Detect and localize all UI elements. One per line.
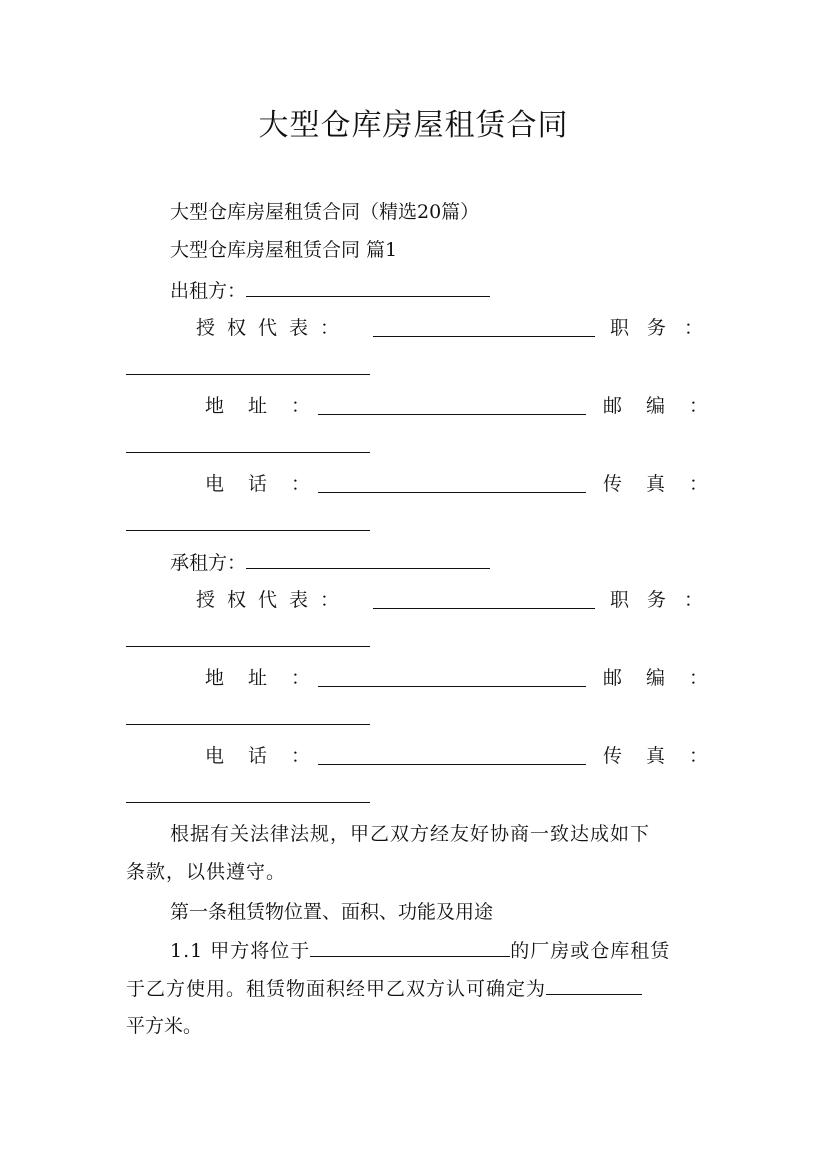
lessor-address-label: 地址： (205, 395, 335, 417)
lessee-blank[interactable] (246, 550, 490, 569)
lessee-postcode-blank[interactable] (126, 706, 370, 725)
lessor-position-blank[interactable] (126, 356, 370, 375)
lessee-rep-blank[interactable] (373, 590, 595, 609)
subtitle: 大型仓库房屋租赁合同（精选20篇） (170, 201, 480, 223)
clause-line-2-text: 于乙方使用。租赁物面积经甲乙双方认可确定为 (126, 978, 547, 1000)
lessee-fax-label: 传真： (603, 745, 733, 767)
lessor-blank[interactable] (246, 278, 490, 297)
article-1-heading: 第一条租赁物位置、面积、功能及用途 (170, 901, 494, 923)
lessee-fax-blank[interactable] (126, 784, 370, 803)
intro-line-2: 条款，以供遵守。 (126, 861, 287, 883)
lessor-postcode-blank[interactable] (126, 434, 370, 453)
lessor-address-blank[interactable] (318, 396, 586, 415)
lessee-row (170, 550, 490, 575)
clause-1-1-line-2 (126, 976, 642, 1001)
clause-1-1-line-1 (170, 938, 670, 963)
lessee-phone-blank[interactable] (318, 746, 586, 765)
lessor-fax-blank[interactable] (126, 512, 370, 531)
lessee-position-label: 职务： (610, 589, 722, 611)
section-heading: 大型仓库房屋租赁合同 篇1 (170, 239, 398, 261)
clause-prefix: 1.1 甲方将位于 (170, 940, 311, 962)
lessor-row (170, 278, 490, 303)
lessee-phone-label: 电话： (205, 745, 335, 767)
lessor-phone-label: 电话： (205, 473, 335, 495)
lessee-rep-label: 授权代表： (196, 589, 352, 611)
lessor-label: 出租方： (170, 280, 247, 302)
document-title: 大型仓库房屋租赁合同 (258, 108, 569, 143)
intro-line-1: 根据有关法律法规，甲乙双方经友好协商一致达成如下 (170, 823, 651, 845)
lessor-rep-blank[interactable] (373, 318, 595, 337)
location-blank[interactable] (310, 938, 510, 957)
lessor-rep-label: 授权代表： (196, 317, 352, 339)
lessor-fax-label: 传真： (603, 473, 733, 495)
lessee-position-blank[interactable] (126, 628, 370, 647)
clause-1-1-line-3: 平方米。 (126, 1015, 203, 1037)
area-blank[interactable] (546, 976, 642, 995)
lessor-postcode-label: 邮编： (603, 395, 733, 417)
lessor-position-label: 职务： (610, 317, 722, 339)
clause-mid: 的厂房或仓库租赁 (510, 940, 671, 962)
lessee-address-label: 地址： (205, 667, 335, 689)
lessor-phone-blank[interactable] (318, 474, 586, 493)
lessee-label: 承租方： (170, 552, 247, 574)
lessee-address-blank[interactable] (318, 668, 586, 687)
lessee-postcode-label: 邮编： (603, 667, 733, 689)
